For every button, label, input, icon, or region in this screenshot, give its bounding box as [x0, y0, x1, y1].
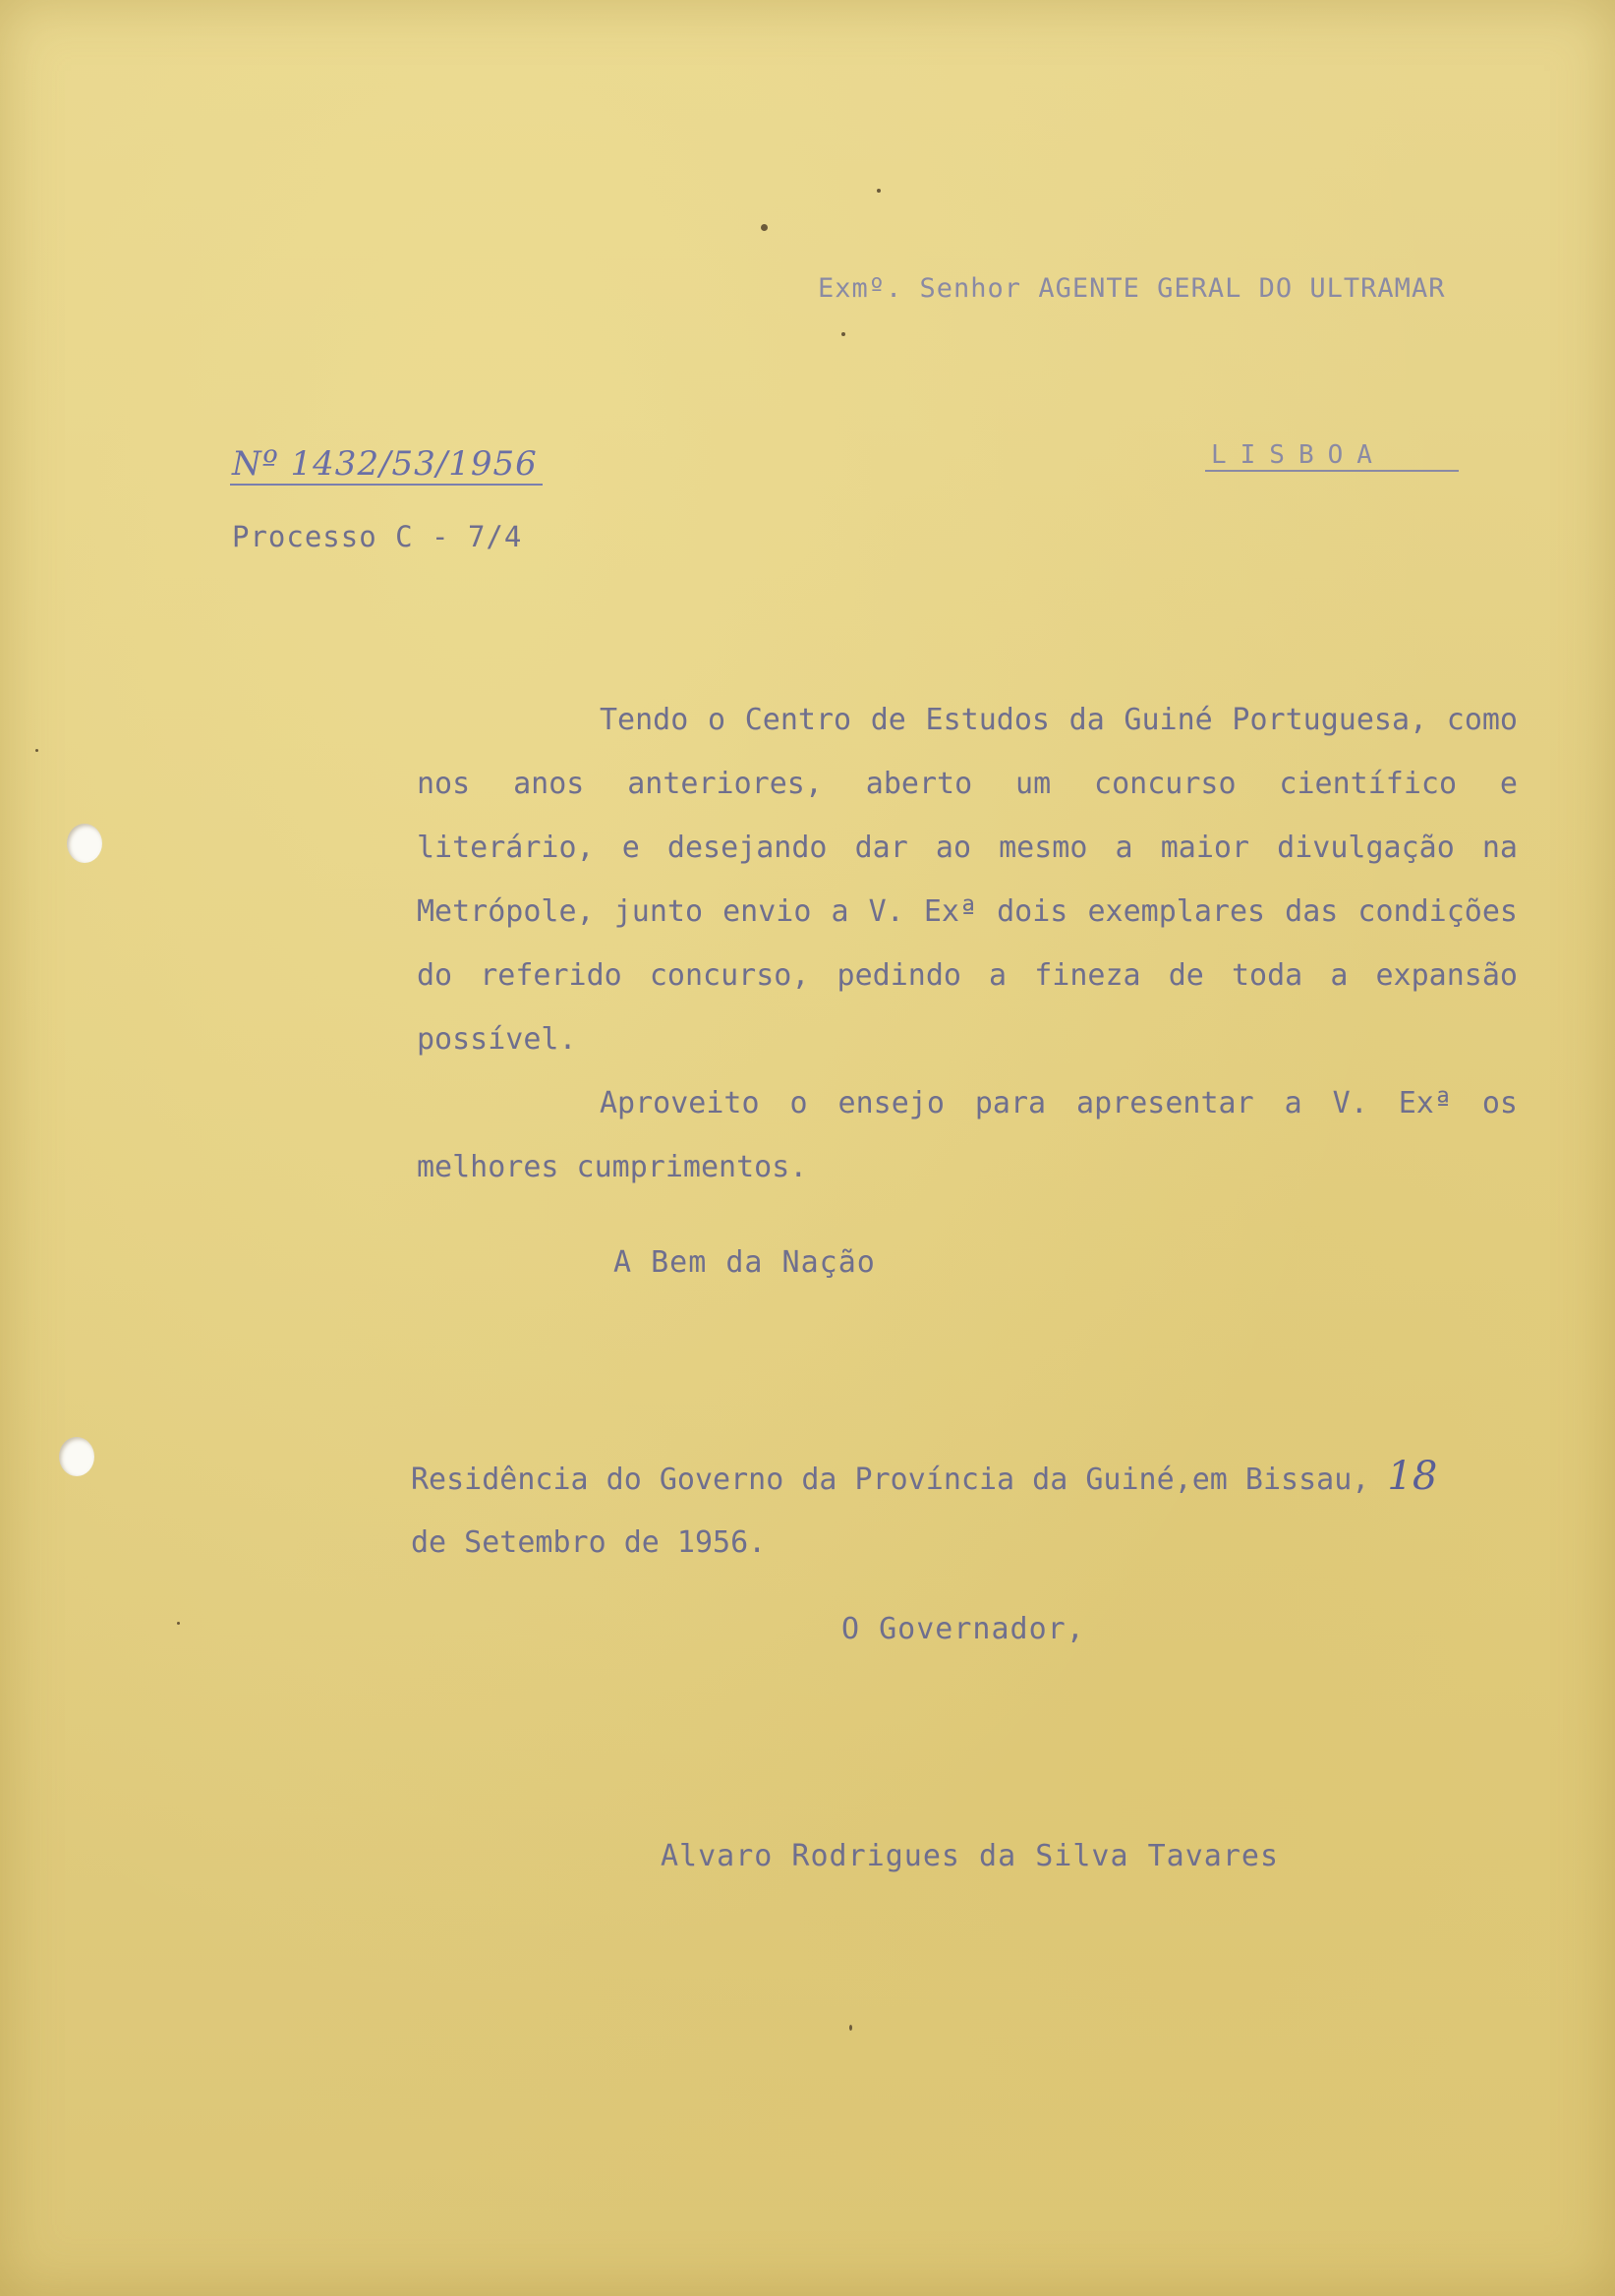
- paper-speck: [877, 189, 881, 193]
- city-underline: [1205, 470, 1459, 472]
- paper-speck: [35, 749, 38, 752]
- paper-speck: [841, 332, 845, 336]
- body-paragraph-1: Tendo o Centro de Estudos da Guiné Portuguesa, como nos anos anteriores, aberto um concurso científico e literário, e desejando dar ao mesmo a maior divulgação na Metrópole, junto envio a V. Exª dois exemplares das condições do referido concurso, pedindo a fineza de toda a expansão possível.: [417, 703, 1518, 1057]
- punch-hole-bottom: [59, 1437, 94, 1476]
- paper-speck: [761, 224, 768, 231]
- reference-underline: [230, 484, 543, 486]
- place-and-date: [411, 1445, 1512, 1575]
- body-paragraph-2: Aproveito o ensejo para apresentar a V. Exª os melhores cumprimentos.: [417, 1086, 1518, 1184]
- paper-speck: [177, 1622, 180, 1625]
- signature-title: O Governador,: [841, 1612, 1085, 1646]
- handwritten-day: 18: [1387, 1454, 1438, 1499]
- letter-body: [417, 688, 1518, 1199]
- recipient-line: Exmº. Senhor AGENTE GERAL DO ULTRAMAR: [818, 273, 1446, 304]
- place-date-month-year: de Setembro de 1956.: [411, 1525, 767, 1560]
- closing-salutation: A Bem da Nação: [613, 1245, 876, 1280]
- recipient-city: LISBOA: [1211, 440, 1386, 470]
- reference-number: Nº 1432/53/1956: [232, 444, 538, 484]
- process-number: Processo C - 7/4: [232, 520, 523, 553]
- place-date-text: Residência do Governo da Província da Guiné,em Bissau,: [411, 1463, 1370, 1497]
- paper-speck: [849, 2025, 852, 2031]
- punch-hole-top: [67, 824, 102, 863]
- signatory-name: Alvaro Rodrigues da Silva Tavares: [661, 1839, 1280, 1873]
